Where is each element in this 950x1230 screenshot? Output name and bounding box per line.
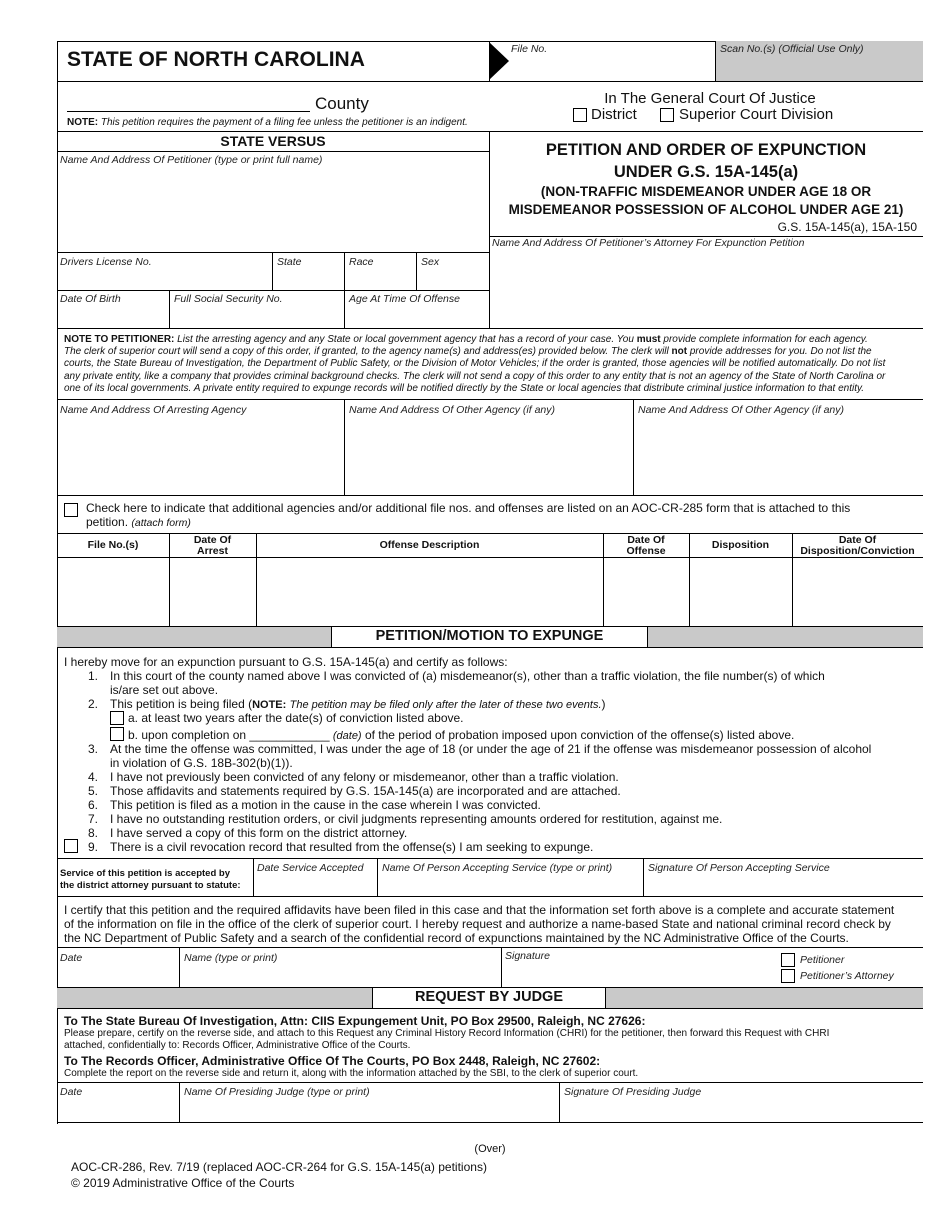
option-b-checkbox[interactable] — [110, 727, 124, 741]
form-subtitle: (NON-TRAFFIC MISDEMEANOR UNDER AGE 18 OR MISDEMEANOR POSSESSION OF ALCOHOL UNDER AGE 21) — [508, 184, 904, 217]
records-heading: To The Records Officer, Administrative Office Of The Courts, PO Box 2448, Raleigh, NC 27602: — [64, 1054, 601, 1068]
petitioner-bottom — [57, 328, 923, 329]
col-date-arrest: Date Of Arrest — [193, 534, 232, 557]
left-border — [57, 41, 58, 1124]
item-2-num: 2. — [87, 697, 98, 711]
agency-div2 — [633, 399, 634, 495]
petition-intro: I hereby move for an expunction pursuant to G.S. 15A-145(a) and certify as follows: — [64, 655, 508, 669]
cert-div2 — [501, 947, 502, 987]
state-versus: STATE VERSUS — [220, 133, 326, 149]
dob-div — [169, 290, 170, 328]
col-offense-description: Offense Description — [379, 539, 480, 551]
col-date-disposition: Date Of Disposition/Conviction — [800, 534, 915, 557]
svc-div3 — [643, 858, 644, 896]
dl-row-top — [57, 252, 489, 253]
filing-fee-note: NOTE: This petition requires the payment of a filing fee unless the petitioner is an indigent. — [67, 117, 468, 128]
service-bottom — [57, 896, 923, 897]
file-no-label: File No. — [511, 43, 548, 55]
scan-no-label: Scan No.(s) (Official Use Only) — [720, 43, 864, 55]
other-agency-1-label: Name And Address Of Other Agency (if any) — [349, 404, 556, 416]
signature-accepting-label: Signature Of Person Accepting Service — [648, 862, 830, 874]
file-no-divider — [489, 41, 490, 81]
attorney-checkbox[interactable] — [781, 969, 795, 983]
judge-sig-top — [57, 1082, 923, 1083]
item-6-num: 6. — [87, 798, 98, 812]
item-7: I have no outstanding restitution orders, or civil judgments representing amounts ordered for restitution, against me. — [110, 812, 723, 826]
item-3-num: 3. — [87, 742, 98, 756]
attorney-label: Name And Address Of Petitioner’s Attorney For Expunction Petition — [492, 237, 805, 249]
item-3: At the time the offense was committed, I was under the age of 18 (or under the age of 21 if the offense was misdemeanor possession of alcohol in violation of G.S. 18B-302(b)(1)). — [110, 742, 872, 770]
district-label: District — [591, 106, 637, 123]
judge-section-title: REQUEST BY JUDGE — [415, 989, 563, 1005]
arrow-marker-icon — [489, 42, 509, 80]
cert-date-label: Date — [60, 952, 83, 964]
other-agency-2-label: Name And Address Of Other Agency (if any) — [638, 404, 845, 416]
option-a: a. at least two years after the date(s) of conviction listed above. — [128, 711, 464, 725]
item-5: Those affidavits and statements required by G.S. 15A-145(a) are incorporated and are attached. — [110, 784, 621, 798]
option-b: b. upon completion on ____________ (date) of the period of probation imposed upon conviction of the offense(s) listed above. — [128, 728, 795, 742]
attorney-label-checkbox: Petitioner’s Attorney — [800, 970, 894, 982]
dob-row-top — [57, 290, 489, 291]
petitioner-name-label: Name And Address Of Petitioner (type or print full name) — [60, 154, 323, 166]
item-9: There is a civil revocation record that resulted from the offense(s) I am seeking to expunge. — [110, 840, 594, 854]
petitioner-checkbox[interactable] — [781, 953, 795, 967]
state-versus-underline — [57, 151, 489, 152]
sbi-heading: To The State Bureau Of Investigation, Attn: CIIS Expungement Unit, PO Box 29500, Raleigh, NC 27626: — [64, 1014, 646, 1028]
judge-div1 — [179, 1082, 180, 1122]
form-title: PETITION AND ORDER OF EXPUNCTION UNDER G.S. 15A-145(a) — [545, 141, 867, 181]
race-label: Race — [349, 256, 374, 268]
agency-top — [57, 399, 923, 400]
county-field[interactable] — [67, 111, 310, 112]
state-versus-top — [57, 131, 923, 132]
item-4-num: 4. — [87, 770, 98, 784]
copyright: © 2019 Administrative Office of the Courts — [71, 1176, 295, 1190]
cert-sig-top — [57, 947, 923, 948]
petitioner-label: Petitioner — [800, 954, 845, 966]
sbi-instructions: Please prepare, certify on the reverse side, and attach to this Request any Criminal History Record Information (CHRI) for the petitioner, then forward this Request with CHRI attached, confidentially to: Records Officer, Administrative Office of the Courts. — [64, 1028, 830, 1052]
judge-name-label: Name Of Presiding Judge (type or print) — [184, 1086, 370, 1098]
superior-checkbox[interactable] — [660, 108, 674, 122]
item-8-num: 8. — [87, 826, 98, 840]
petition-section-title: PETITION/MOTION TO EXPUNGE — [375, 628, 604, 644]
judge-bar-bottom — [57, 1008, 923, 1009]
judge-bottom — [57, 1122, 923, 1123]
drivers-license-label: Drivers License No. — [60, 256, 152, 268]
item-8: I have served a copy of this form on the district attorney. — [110, 826, 408, 840]
item-1: In this court of the county named above I was convicted of (a) misdemeanor(s), other than a traffic violation, the file number(s) of which is/are set out above. — [110, 669, 825, 697]
cert-div1 — [179, 947, 180, 987]
svc-div1 — [253, 858, 254, 896]
header-line — [57, 81, 923, 82]
state-label: State — [277, 256, 302, 268]
item-5-num: 5. — [87, 784, 98, 798]
over-note: (Over) — [474, 1143, 506, 1155]
item-6: This petition is filed as a motion in the cause in the case wherein I was convicted. — [110, 798, 541, 812]
agency-bottom — [57, 495, 923, 496]
sex-label: Sex — [421, 256, 440, 268]
agency-div1 — [344, 399, 345, 495]
records-instructions: Complete the report on the reverse side and return it, along with the information attached by the SBI, to the clerk of superior court. — [64, 1068, 639, 1079]
item-4: I have not previously been convicted of any felony or misdemeanor, other than a traffic violation. — [110, 770, 619, 784]
service-label: Service of this petition is accepted by the district attorney pursuant to statute: — [60, 868, 241, 891]
form-id: AOC-CR-286, Rev. 7/19 (replaced AOC-CR-264 for G.S. 15A-145(a) petitions) — [71, 1160, 487, 1174]
additional-agencies-text: Check here to indicate that additional agencies and/or additional file nos. and offenses are listed on an AOC-CR-285 form that is attached to this petition. (attach form) — [86, 501, 851, 529]
district-checkbox[interactable] — [573, 108, 587, 122]
additional-agencies-checkbox[interactable] — [64, 503, 78, 517]
item-7-num: 7. — [87, 812, 98, 826]
dl-div1 — [272, 252, 273, 290]
offense-header-bottom — [57, 557, 923, 558]
judge-date-label: Date — [60, 1086, 83, 1098]
name-accepting-label: Name Of Person Accepting Service (type or print) — [382, 862, 613, 874]
svc-div2 — [377, 858, 378, 896]
arresting-agency-label: Name And Address Of Arresting Agency — [60, 404, 247, 416]
dl-div3 — [416, 252, 417, 290]
note-to-petitioner: NOTE TO PETITIONER: List the arresting agency and any State or local government agency that has a record of your case. You must provide complete information for each agency. The clerk of superior court will send a copy of this order, if granted, to the agency name(s) and address(es) provided below. The clerk will not provide addresses for you. Do not list the courts, the State Bureau of Investigation, the Department of Public Safety, or the Division of Motor Vehicles; if the order is granted, those agencies will be notified automatically. Do not list any private entity, like a company that provides criminal background checks. The clerk will not send a copy of this order to any entity that is not an agency of the State of North Carolina or one of its local governments. A private entity required to expunge records will be notified directly by the State or local agencies that distribute criminal justice information to that entity. — [64, 334, 886, 394]
col-date-offense: Date Of Offense — [626, 534, 666, 557]
court-label: In The General Court Of Justice — [604, 90, 816, 107]
col-file-no: File No.(s) — [87, 539, 139, 551]
cert-signature-label: Signature — [505, 950, 550, 962]
age-label: Age At Time Of Offense — [349, 293, 460, 305]
service-top — [57, 858, 923, 859]
scan-divider — [715, 41, 716, 81]
item-2: This petition is being filed (NOTE: The petition may be filed only after the later of these two events.) — [110, 697, 606, 711]
superior-label: Superior Court Division — [679, 106, 834, 123]
item-9-num: 9. — [87, 840, 98, 854]
petition-bar-bottom — [57, 647, 923, 648]
county-label: County — [315, 94, 369, 113]
judge-div2 — [559, 1082, 560, 1122]
dob-label: Date Of Birth — [60, 293, 121, 305]
date-service-label: Date Service Accepted — [257, 862, 364, 874]
statute-ref: G.S. 15A-145(a), 15A-150 — [777, 220, 917, 234]
option-a-checkbox[interactable] — [110, 711, 124, 725]
judge-signature-label: Signature Of Presiding Judge — [564, 1086, 702, 1098]
cert-name-label: Name (type or print) — [184, 952, 278, 964]
certification-statement: I certify that this petition and the required affidavits have been filed in this case and that the information set forth above is a complete and accurate statement of the information on file in the office of the clerk of superior court. I hereby request and authorize a name-based State and national criminal record check by the NC Department of Public Safety and a search of the confidential record of expunctions maintained by the NC Administrative Office of the Courts. — [64, 903, 895, 945]
state-title: STATE OF NORTH CAROLINA — [67, 48, 365, 71]
col-disposition: Disposition — [711, 539, 770, 551]
ssn-label: Full Social Security No. — [174, 293, 283, 305]
offense-table-top — [57, 533, 923, 534]
item-1-num: 1. — [87, 669, 98, 683]
